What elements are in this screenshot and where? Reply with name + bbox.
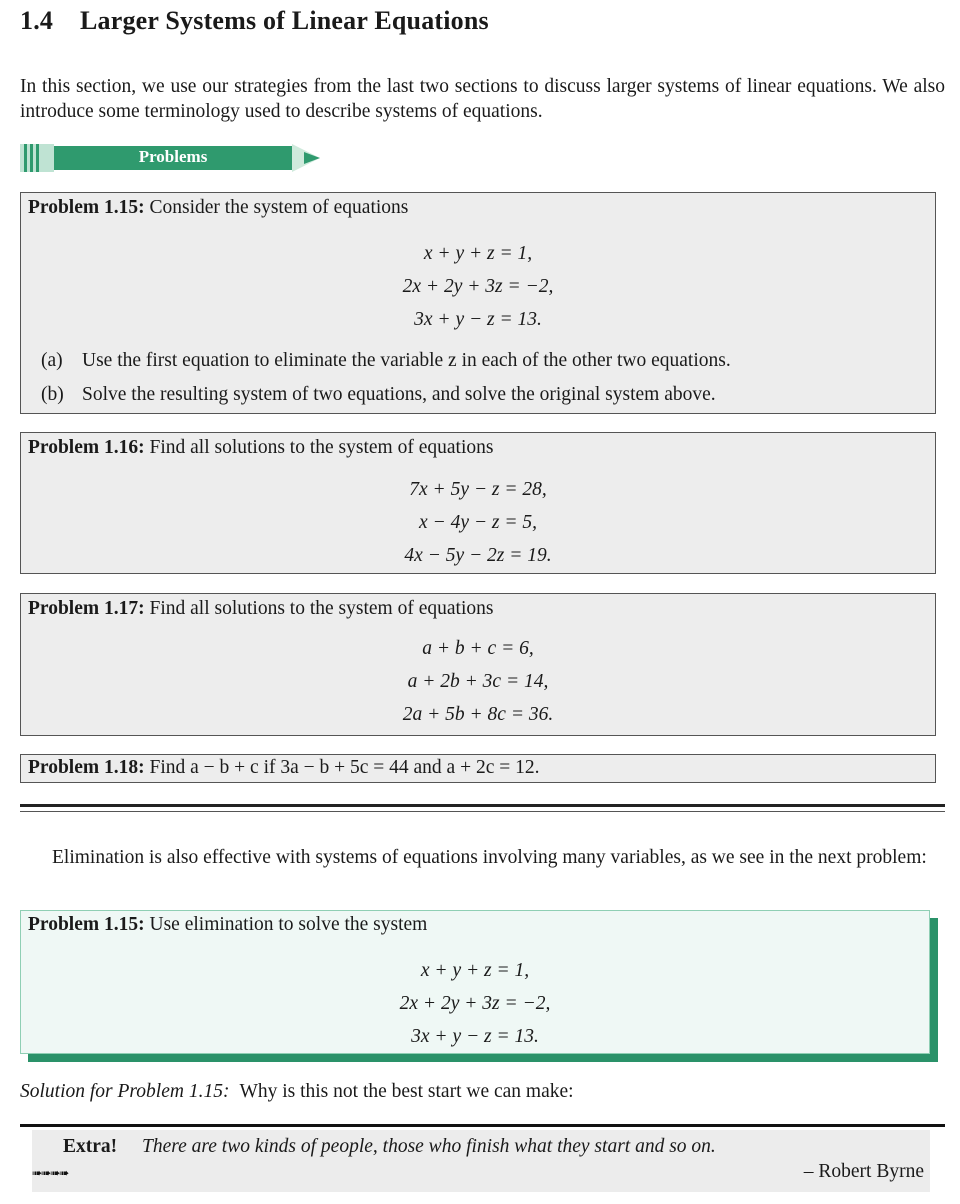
problem-prompt: Find all solutions to the system of equations <box>149 598 494 619</box>
section-divider <box>20 804 945 807</box>
equation: x − 4y − z = 5, <box>419 512 537 533</box>
equation: 7x + 5y − z = 28, <box>409 479 547 500</box>
problem-label: Problem 1.18: <box>28 757 145 778</box>
problem-box <box>20 754 936 783</box>
problem-part: (a) Use the first equation to eliminate the variable z in each of the other two equations. <box>41 350 731 371</box>
equation: 3x + y − z = 13. <box>414 309 542 330</box>
problem-box <box>20 432 936 574</box>
arrows-icon: ➠➠➠➠ <box>32 1166 69 1180</box>
problem-label: Problem 1.16: <box>28 437 145 458</box>
solution-line <box>20 1081 574 1103</box>
equation-system <box>21 954 929 1053</box>
equation: 2x + 2y + 3z = −2, <box>399 993 551 1014</box>
problem-box <box>20 192 936 414</box>
solution-text: Why is this not the best start we can make: <box>239 1081 574 1102</box>
equation: 2x + 2y + 3z = −2, <box>402 276 554 297</box>
quote-author: – Robert Byrne <box>803 1161 924 1182</box>
intro-paragraph: In this section, we use our strategies from the last two sections to discuss larger systems of linear equations. We also introduce some terminology used to describe systems of equations. <box>20 76 945 122</box>
section-title <box>20 6 489 36</box>
body-paragraph: Elimination is also effective with systems of equations involving many variables, as we see in the next problem: <box>52 847 927 868</box>
equation: 4x − 5y − 2z = 19. <box>404 545 552 566</box>
equation: 2a + 5b + 8c = 36. <box>402 704 554 725</box>
banner-label: Problems <box>138 147 208 166</box>
problem-label: Problem 1.15: <box>28 197 145 218</box>
problem-prompt: Find all solutions to the system of equations <box>149 437 494 458</box>
problem-label: Problem 1.15: <box>28 914 145 935</box>
section-number: 1.4 <box>20 6 54 35</box>
solution-label: Solution for Problem 1.15: <box>20 1081 230 1102</box>
box-shadow <box>930 918 938 1062</box>
problems-banner <box>20 142 325 174</box>
problem-prompt: Consider the system of equations <box>149 197 409 218</box>
pencil-icon <box>20 144 54 172</box>
equation-system <box>21 632 935 731</box>
equation: x + y + z = 1, <box>420 960 530 981</box>
problem-prompt: Find a − b + c if 3a − b + 5c = 44 and a + 2c = 12. <box>149 757 540 778</box>
equation-system <box>21 473 935 572</box>
problem-box <box>20 593 936 736</box>
equation-system <box>21 237 935 336</box>
extra-quote: There are two kinds of people, those who finish what they start and so on. <box>142 1136 716 1157</box>
problem-part: (b) Solve the resulting system of two equations, and solve the original system above. <box>41 384 716 405</box>
extra-divider <box>20 1124 945 1127</box>
extra-box <box>32 1130 930 1192</box>
problem-label: Problem 1.17: <box>28 598 145 619</box>
equation: x + y + z = 1, <box>423 243 533 264</box>
worked-problem-box <box>20 910 930 1054</box>
box-shadow <box>28 1054 938 1062</box>
equation: a + b + c = 6, <box>422 638 534 659</box>
extra-label: Extra! <box>63 1136 118 1157</box>
problem-prompt: Use elimination to solve the system <box>149 914 428 935</box>
equation: a + 2b + 3c = 14, <box>407 671 549 692</box>
equation: 3x + y − z = 13. <box>411 1026 539 1047</box>
section-divider-thin <box>20 811 945 812</box>
section-title-text: Larger Systems of Linear Equations <box>80 6 489 35</box>
